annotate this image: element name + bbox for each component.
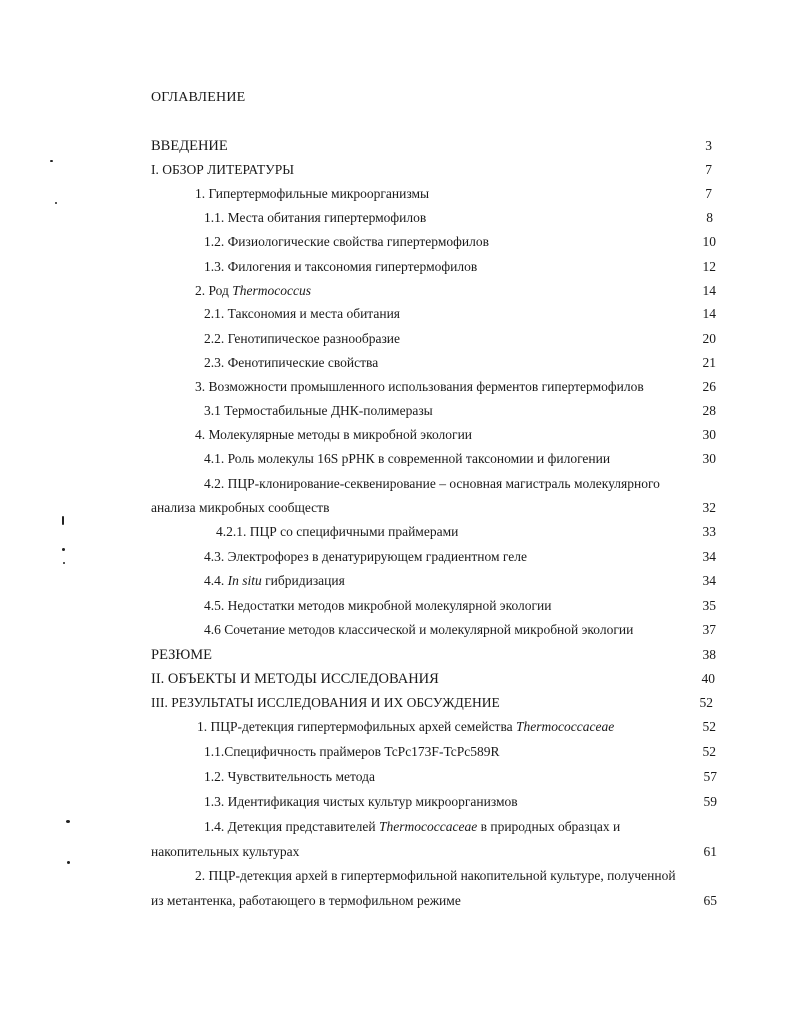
toc-page-number: 12 xyxy=(702,259,716,274)
entry-text: 2. Род xyxy=(195,283,233,298)
toc-page-number: 35 xyxy=(702,598,716,613)
toc-entry-summary: РЕЗЮМЕ xyxy=(151,647,213,663)
toc-page-number: 34 xyxy=(702,549,716,564)
toc-entry-continuation: накопительных культурах xyxy=(151,844,300,859)
toc-entry: 2.2. Генотипическое разнообразие xyxy=(204,331,400,346)
entry-text: 1.4. Детекция представителей xyxy=(204,819,379,834)
scan-speck xyxy=(62,548,65,551)
toc-entry-continuation: из метантенка, работающего в термофильном режиме xyxy=(151,893,461,908)
toc-page-number: 40 xyxy=(701,671,715,686)
toc-entry xyxy=(204,572,345,590)
toc-page-number: 3 xyxy=(705,138,712,153)
toc-page-number: 38 xyxy=(702,647,716,662)
toc-entry: 4.6 Сочетание методов классической и молекулярной микробной экологии xyxy=(204,622,634,637)
toc-page-number: 28 xyxy=(702,403,716,418)
scan-speck xyxy=(63,562,65,564)
toc-entry xyxy=(204,818,620,836)
toc-entry: 2.3. Фенотипические свойства xyxy=(204,355,379,370)
toc-page-number: 7 xyxy=(705,186,712,201)
toc-page-number: 30 xyxy=(702,427,716,442)
entry-italic-taxon: Thermococcaceae xyxy=(516,719,615,734)
toc-entry: 1. Гипертермофильные микроорганизмы xyxy=(195,186,430,201)
toc-page-number: 52 xyxy=(702,744,716,759)
entry-italic-taxon: Thermococcaceae xyxy=(379,819,478,834)
toc-page-number: 61 xyxy=(703,844,717,859)
toc-page-number: 14 xyxy=(702,283,716,298)
toc-page-number: 59 xyxy=(703,794,717,809)
toc-page-number: 65 xyxy=(703,893,717,908)
toc-page-number: 52 xyxy=(702,719,716,734)
toc-entry-chapter-2: II. ОБЪЕКТЫ И МЕТОДЫ ИССЛЕДОВАНИЯ xyxy=(151,671,439,687)
toc-page-number: 10 xyxy=(702,234,716,249)
toc-entry: 4. Молекулярные методы в микробной экологии xyxy=(195,427,473,442)
toc-page-number: 30 xyxy=(702,451,716,466)
toc-title: ОГЛАВЛЕНИЕ xyxy=(151,90,246,105)
toc-entry: 1.3. Идентификация чистых культур микроорганизмов xyxy=(204,794,518,809)
scan-speck xyxy=(66,820,70,823)
toc-page-number: 33 xyxy=(702,524,716,539)
toc-entry-chapter-1: I. ОБЗОР ЛИТЕРАТУРЫ xyxy=(151,162,294,177)
entry-prefix: 4.4. xyxy=(204,573,228,588)
toc-entry: 1.2. Чувствительность метода xyxy=(204,769,375,784)
toc-page-number: 34 xyxy=(702,573,716,588)
toc-entry-introduction: ВВЕДЕНИЕ xyxy=(151,138,228,154)
toc-entry: 1.3. Филогения и таксономия гипертермофилов xyxy=(204,259,478,274)
scan-speck xyxy=(67,861,70,864)
entry-italic-taxon: Thermococcus xyxy=(232,283,312,298)
toc-entry: 4.3. Электрофорез в денатурирующем градиентном геле xyxy=(204,549,527,564)
scan-speck xyxy=(62,516,64,525)
scan-speck xyxy=(50,160,53,162)
toc-page-number: 37 xyxy=(702,622,716,637)
toc-entry xyxy=(195,282,311,300)
toc-entry-chapter-3: III. РЕЗУЛЬТАТЫ ИССЛЕДОВАНИЯ И ИХ ОБСУЖДЕНИЕ xyxy=(151,695,500,710)
entry-text: гибридизация xyxy=(261,573,345,588)
toc-page-number: 26 xyxy=(702,379,716,394)
toc-entry: 4.2. ПЦР-клонирование-секвенирование – основная магистраль молекулярного xyxy=(204,476,660,491)
toc-entry: 4.2.1. ПЦР со специфичными праймерами xyxy=(216,524,459,539)
toc-entry: 2. ПЦР-детекция архей в гипертермофильной накопительной культуре, полученной xyxy=(195,868,676,883)
toc-page-number: 32 xyxy=(702,500,716,515)
toc-page-number: 52 xyxy=(699,695,713,710)
toc-page-number: 7 xyxy=(705,162,712,177)
entry-text: в природных образцах и xyxy=(477,819,621,834)
toc-page-number: 20 xyxy=(702,331,716,346)
toc-entry: 2.1. Таксономия и места обитания xyxy=(204,306,401,321)
toc-entry: 4.1. Роль молекулы 16S рРНК в современной таксономии и филогении xyxy=(204,451,611,466)
toc-entry: 4.5. Недостатки методов микробной молекулярной экологии xyxy=(204,598,552,613)
toc-page-number: 57 xyxy=(703,769,717,784)
toc-page-number: 21 xyxy=(702,355,716,370)
toc-entry: 1.2. Физиологические свойства гипертермофилов xyxy=(204,234,489,249)
entry-text: 1. ПЦР-детекция гипертермофильных архей семейства xyxy=(197,719,517,734)
toc-page-number: 14 xyxy=(702,306,716,321)
entry-italic-term: In situ xyxy=(227,573,262,588)
toc-entry-continuation: анализа микробных сообществ xyxy=(151,500,330,515)
toc-entry: 1.1. Места обитания гипертермофилов xyxy=(204,210,427,225)
toc-entry: 3.1 Термостабильные ДНК-полимеразы xyxy=(204,403,433,418)
toc-entry: 1.1.Специфичность праймеров TcPc173F-TcPc589R xyxy=(204,744,500,759)
scan-speck xyxy=(55,202,57,204)
toc-entry: 3. Возможности промышленного использования ферментов гипертермофилов xyxy=(195,379,644,394)
toc-page-number: 8 xyxy=(706,210,713,225)
toc-entry xyxy=(197,718,614,736)
